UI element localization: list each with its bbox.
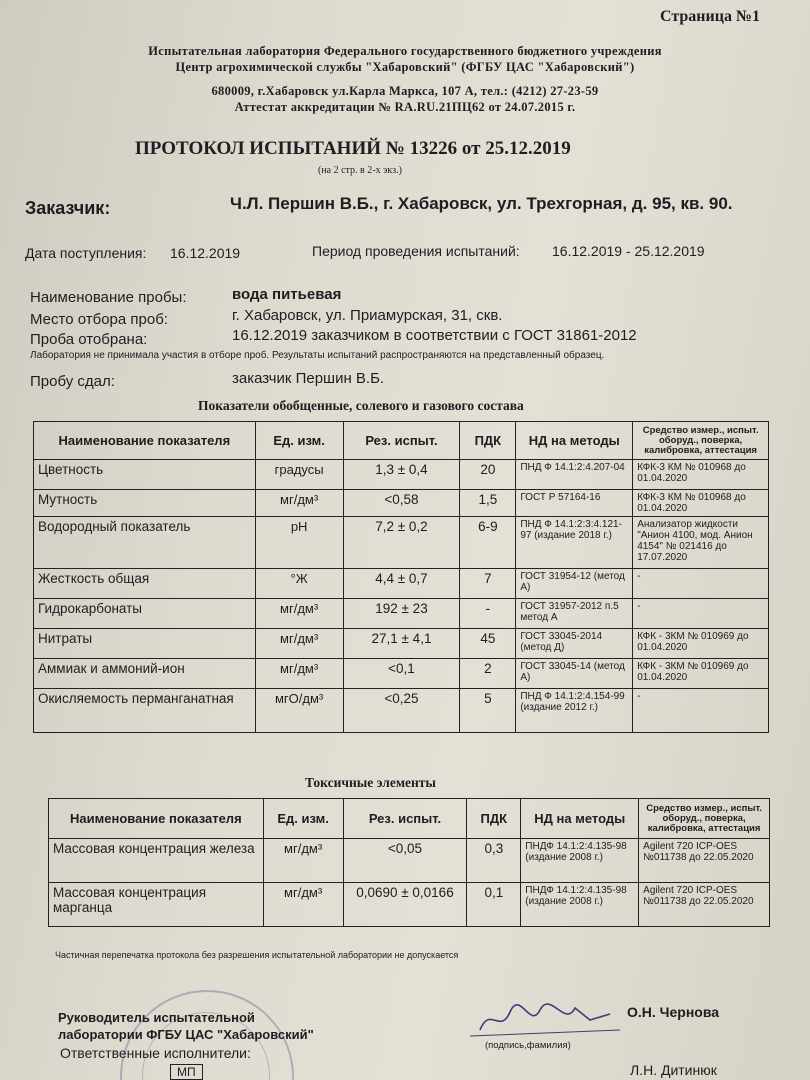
org-line-2: Центр агрохимической службы "Хабаровский" (ФГБУ ЦАС "Хабаровский"): [175, 60, 635, 74]
cell-unit: °Ж: [255, 569, 343, 599]
cell-pdk: 45: [460, 629, 516, 659]
cell-pdk: 2: [460, 659, 516, 689]
header-name: Наименование показателя: [34, 422, 256, 460]
cell-result: <0,25: [343, 689, 460, 733]
cell-result: 1,3 ± 0,4: [343, 460, 460, 490]
sample-place-value: г. Хабаровск, ул. Приамурская, 31, скв.: [232, 307, 503, 324]
header-result: Рез. испыт.: [343, 799, 467, 839]
cell-equipment: Agilent 720 ICP-OES №011738 до 22.05.2020: [639, 839, 770, 883]
cell-nd: ГОСТ Р 57164-16: [516, 490, 633, 517]
cell-unit: мг/дм³: [263, 883, 343, 927]
handed-label: Пробу сдал:: [30, 373, 115, 390]
head-name: О.Н. Чернова: [627, 1004, 720, 1020]
cell-equipment: КФК-3 КМ № 010968 до 01.04.2020: [633, 490, 769, 517]
sample-name-value: вода питьевая: [232, 286, 342, 303]
protocol-title: ПРОТОКОЛ ИСПЫТАНИЙ № 13226 от 25.12.2019: [135, 138, 571, 159]
header-equipment: Средство измер., испыт. оборуд., поверка, калибровка, аттестация: [633, 422, 769, 460]
cell-unit: градусы: [255, 460, 343, 490]
cell-name: Массовая концентрация марганца: [49, 883, 264, 927]
page-number: Страница №1: [660, 8, 761, 25]
cell-name: Цветность: [34, 460, 256, 490]
header-pdk: ПДК: [467, 799, 521, 839]
table-header-row: [49, 799, 770, 839]
period-label: Период проведения испытаний:: [312, 243, 520, 259]
cell-result: <0,05: [343, 839, 467, 883]
header-pdk: ПДК: [460, 422, 516, 460]
header-unit: Ед. изм.: [255, 422, 343, 460]
cell-unit: мг/дм³: [255, 599, 343, 629]
cell-unit: pH: [255, 517, 343, 569]
table-row: [34, 629, 769, 659]
cell-nd: ПНДФ 14.1:2:4.135-98 (издание 2008 г.): [521, 883, 639, 927]
cell-result: <0,1: [343, 659, 460, 689]
cell-nd: ПНД Ф 14.1:2:3:4.121-97 (издание 2018 г.): [516, 517, 633, 569]
cell-pdk: -: [460, 599, 516, 629]
sample-taken-value: 16.12.2019 заказчиком в соответствии с ГОСТ 31861-2012: [232, 327, 637, 344]
protocol-subtitle: (на 2 стр. в 2-х экз.): [318, 165, 402, 176]
cell-equipment: -: [633, 569, 769, 599]
cell-name: Окисляемость перманганатная: [34, 689, 256, 733]
cell-nd: ГОСТ 33045-14 (метод А): [516, 659, 633, 689]
table-row: [34, 517, 769, 569]
table-row: [34, 599, 769, 629]
cell-pdk: 6-9: [460, 517, 516, 569]
cell-name: Аммиак и аммоний-ион: [34, 659, 256, 689]
cell-pdk: 7: [460, 569, 516, 599]
cell-unit: мг/дм³: [255, 490, 343, 517]
cell-name: Массовая концентрация железа: [49, 839, 264, 883]
cell-equipment: КФК - 3КМ № 010969 до 01.04.2020: [633, 629, 769, 659]
header-unit: Ед. изм.: [263, 799, 343, 839]
reprint-note: Частичная перепечатка протокола без разрешения испытательной лаборатории не допускается: [55, 950, 459, 960]
responsible-name: Л.Н. Дитинюк: [630, 1062, 717, 1078]
cell-result: 27,1 ± 4,1: [343, 629, 460, 659]
table-row: [34, 490, 769, 517]
cell-nd: ПНД Ф 14.1:2:4.207-04: [516, 460, 633, 490]
cell-name: Жесткость общая: [34, 569, 256, 599]
cell-unit: мгО/дм³: [255, 689, 343, 733]
stamp-place-label: МП: [170, 1064, 203, 1080]
sample-place-label: Место отбора проб:: [30, 311, 168, 328]
header-result: Рез. испыт.: [343, 422, 460, 460]
results-table-general: [33, 421, 769, 733]
cell-unit: мг/дм³: [255, 629, 343, 659]
cell-name: Водородный показатель: [34, 517, 256, 569]
cell-result: 4,4 ± 0,7: [343, 569, 460, 599]
cell-equipment: Agilent 720 ICP-OES №011738 до 22.05.2020: [639, 883, 770, 927]
table-row: [34, 460, 769, 490]
cell-result: 0,0690 ± 0,0166: [343, 883, 467, 927]
cell-pdk: 0,1: [467, 883, 521, 927]
cell-nd: ПНДФ 14.1:2:4.135-98 (издание 2008 г.): [521, 839, 639, 883]
cell-result: 192 ± 23: [343, 599, 460, 629]
cell-name: Мутность: [34, 490, 256, 517]
table-row: [34, 569, 769, 599]
cell-equipment: Анализатор жидкости "Анион 4100, мод. Анион 4154" № 021416 до 17.07.2020: [633, 517, 769, 569]
sample-taken-label: Проба отобрана:: [30, 331, 148, 348]
header-nd: НД на методы: [521, 799, 639, 839]
received-label: Дата поступления:: [25, 245, 147, 261]
customer-label: Заказчик:: [25, 198, 111, 218]
head-title-line-2: лаборатории ФГБУ ЦАС "Хабаровский": [58, 1027, 314, 1042]
cell-name: Гидрокарбонаты: [34, 599, 256, 629]
header-name: Наименование показателя: [49, 799, 264, 839]
org-address: 680009, г.Хабаровск ул.Карла Маркса, 107 А, тел.: (4212) 27-23-59: [211, 84, 599, 98]
cell-nd: ГОСТ 33045-2014 (метод Д): [516, 629, 633, 659]
lab-note: Лаборатория не принимала участия в отборе проб. Результаты испытаний распространяются на представленный образец.: [30, 350, 605, 361]
responsible-label: Ответственные исполнители:: [60, 1045, 251, 1061]
cell-nd: ПНД Ф 14.1:2:4.154-99 (издание 2012 г.): [516, 689, 633, 733]
table-row: [49, 839, 770, 883]
cell-equipment: КФК-3 КМ № 010968 до 01.04.2020: [633, 460, 769, 490]
period-value: 16.12.2019 - 25.12.2019: [552, 243, 705, 259]
table1-title: Показатели обобщенные, солевого и газового состава: [198, 398, 524, 413]
cell-nd: ГОСТ 31957-2012 п.5 метод А: [516, 599, 633, 629]
cell-result: 7,2 ± 0,2: [343, 517, 460, 569]
cell-pdk: 20: [460, 460, 516, 490]
cell-unit: мг/дм³: [263, 839, 343, 883]
org-accreditation: Аттестат аккредитации № RA.RU.21ПЦ62 от 24.07.2015 г.: [234, 100, 576, 114]
signature-image: [470, 1000, 620, 1040]
head-title-line-1: Руководитель испытательной: [58, 1010, 255, 1025]
cell-pdk: 0,3: [467, 839, 521, 883]
org-line-1: Испытательная лаборатория Федерального государственного бюджетного учреждения: [148, 44, 662, 58]
cell-equipment: -: [633, 599, 769, 629]
table2-title: Токсичные элементы: [305, 775, 436, 790]
customer-value: Ч.Л. Першин В.Б., г. Хабаровск, ул. Трехгорная, д. 95, кв. 90.: [230, 194, 733, 213]
cell-equipment: КФК - 3КМ № 010969 до 01.04.2020: [633, 659, 769, 689]
sample-name-label: Наименование пробы:: [30, 289, 187, 306]
header-nd: НД на методы: [516, 422, 633, 460]
header-equipment: Средство измер., испыт. оборуд., поверка, калибровка, аттестация: [639, 799, 770, 839]
cell-name: Нитраты: [34, 629, 256, 659]
table-header-row: [34, 422, 769, 460]
cell-nd: ГОСТ 31954-12 (метод А): [516, 569, 633, 599]
table-row: [34, 689, 769, 733]
table-row: [34, 659, 769, 689]
signature-caption: (подпись,фамилия): [485, 1040, 571, 1051]
cell-pdk: 1,5: [460, 490, 516, 517]
results-table-toxic: [48, 798, 770, 927]
cell-unit: мг/дм³: [255, 659, 343, 689]
cell-pdk: 5: [460, 689, 516, 733]
handed-value: заказчик Першин В.Б.: [232, 370, 385, 387]
received-value: 16.12.2019: [170, 245, 241, 261]
table-row: [49, 883, 770, 927]
cell-result: <0,58: [343, 490, 460, 517]
cell-equipment: -: [633, 689, 769, 733]
